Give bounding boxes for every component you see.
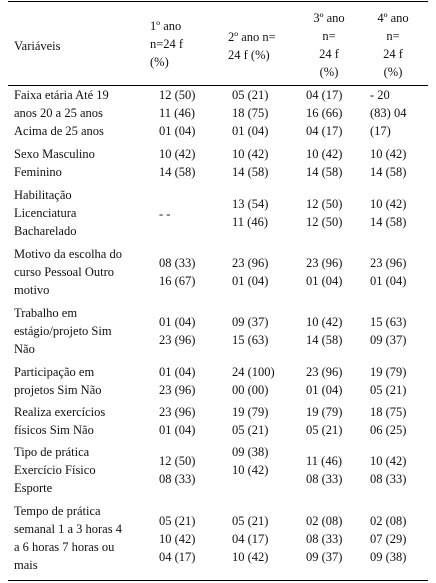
row-projects-year4: 19 (79) 05 (21) <box>370 365 407 397</box>
row-label-practice-type: Tipo de prática Exercício Físico Esporte <box>14 445 96 495</box>
row-label-internship: Trabalho em estágio/projeto Sim Não <box>14 306 112 356</box>
row-label-weekly-time: Tempo de prática semanal 1 a 3 horas 4 a 6 horas 7 horas ou mais <box>14 504 122 572</box>
row-internship-year3: 10 (42) 14 (58) <box>306 315 343 347</box>
row-reason-year1: 08 (33) 16 (67) <box>159 256 196 288</box>
row-sex-year1: 10 (42) 14 (58) <box>159 147 196 179</box>
row-practice-type-year1: 12 (50) 08 (33) <box>159 454 196 486</box>
row-age-year1: 12 (50) 11 (46) 01 (04) <box>159 88 196 138</box>
row-sex-year3: 10 (42) 14 (58) <box>306 147 343 179</box>
row-exercise-year4: 18 (75) 06 (25) <box>370 405 407 437</box>
row-qualification-year3: 12 (50) 12 (50) <box>306 197 343 229</box>
row-internship-year2: 09 (37) 15 (63) <box>232 315 269 347</box>
header-year-4: 4º ano n= 24 f (%) <box>377 11 409 79</box>
row-practice-type-year2: 09 (38) 10 (42) <box>232 445 269 477</box>
row-qualification-year4: 10 (42) 14 (58) <box>370 197 407 229</box>
row-age-year2: 05 (21) 18 (75) 01 (04) <box>232 88 269 138</box>
row-practice-type-year3: 11 (46) 08 (33) <box>306 454 343 486</box>
row-age-year3: 04 (17) 16 (66) 04 (17) <box>306 88 343 138</box>
row-weekly-time-year3: 02 (08) 08 (33) 09 (37) <box>306 514 343 564</box>
row-label-qualification: Habilitação Licenciatura Bacharelado <box>14 188 77 238</box>
header-year-3: 3º ano n= 24 f (%) <box>313 11 345 79</box>
header-variables: Variáveis <box>14 39 61 53</box>
row-exercise-year3: 19 (79) 05 (21) <box>306 405 343 437</box>
row-sex-year2: 10 (42) 14 (58) <box>232 147 269 179</box>
row-internship-year4: 15 (63) 09 (37) <box>370 315 407 347</box>
row-reason-year3: 23 (96) 01 (04) <box>306 256 343 288</box>
row-weekly-time-year1: 05 (21) 10 (42) 04 (17) <box>159 514 196 564</box>
row-label-sex: Sexo Masculino Feminino <box>14 147 95 179</box>
row-sex-year4: 10 (42) 14 (58) <box>370 147 407 179</box>
row-label-course-reason: Motivo da escolha do curso Pessoal Outro motivo <box>14 247 122 297</box>
row-qualification-year2: 13 (54) 11 (46) <box>232 197 269 229</box>
row-projects-year1: 01 (04) 23 (96) <box>159 365 196 397</box>
table-top-rule <box>8 1 428 2</box>
row-exercise-year1: 23 (96) 01 (04) <box>159 405 196 437</box>
table-bottom-rule <box>8 580 428 581</box>
header-year-2: 2º ano n= 24 f (%) <box>228 30 276 62</box>
row-label-age-range: Faixa etária Até 19 anos 20 a 25 anos Acima de 25 anos <box>14 88 109 138</box>
row-label-exercise: Realiza exercícios físicos Sim Não <box>14 405 106 437</box>
row-reason-year4: 23 (96) 01 (04) <box>370 256 407 288</box>
row-weekly-time-year2: 05 (21) 04 (17) 10 (42) <box>232 514 269 564</box>
row-age-year4: - 20 (83) 04 (17) <box>370 88 407 138</box>
row-practice-type-year4: 10 (42) 08 (33) <box>370 454 407 486</box>
row-qualification-year1: - - <box>159 207 171 221</box>
row-projects-year3: 23 (96) 01 (04) <box>306 365 343 397</box>
row-weekly-time-year4: 02 (08) 07 (29) 09 (38) <box>370 514 407 564</box>
row-reason-year2: 23 (96) 01 (04) <box>232 256 269 288</box>
header-year-1: 1º ano n=24 f (%) <box>150 19 184 69</box>
row-exercise-year2: 19 (79) 05 (21) <box>232 405 269 437</box>
row-internship-year1: 01 (04) 23 (96) <box>159 315 196 347</box>
row-projects-year2: 24 (100) 00 (00) <box>232 365 275 397</box>
row-label-projects: Participação em projetos Sim Não <box>14 365 102 397</box>
